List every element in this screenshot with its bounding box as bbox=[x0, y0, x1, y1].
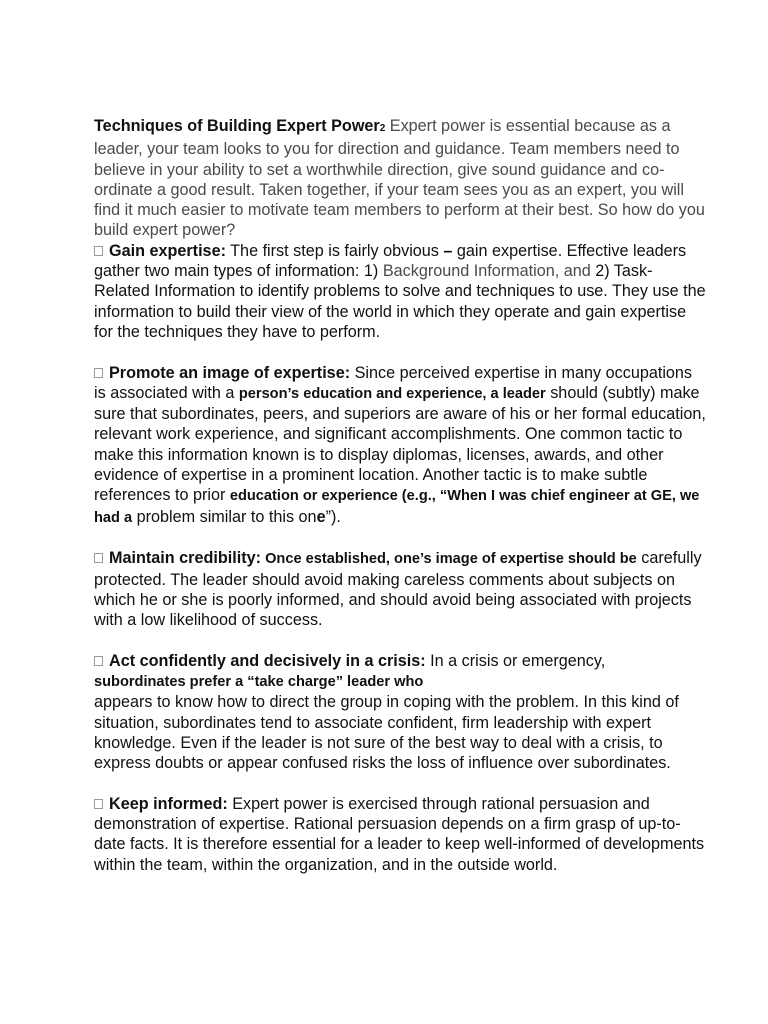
bullet-box-icon bbox=[94, 799, 103, 809]
gain-text-4: 2) Task-Related Information to identify problems to solve and techniques to use. They use the information to build their view of the world in which they operate and gain expertise for the techniques they have to perform. bbox=[94, 262, 706, 341]
maintain-credibility-heading: Maintain credibility: bbox=[109, 549, 262, 568]
keep-text-1: Expert power is exercised through rational persuasion and demonstration of expertise. Rational persuasion depends on a firm grasp of up-to-date facts. It is therefore essential for a leader to keep well-informed of developments within the team, within the organization, and in the outside world. bbox=[94, 794, 705, 874]
promote-image-paragraph bbox=[94, 363, 706, 528]
promote-text-1: Since perceived expertise in many occupations is associated with a bbox=[94, 363, 693, 402]
act-confidently-heading: Act confidently and decisively in a crisis: bbox=[109, 651, 426, 670]
act-confidently-paragraph bbox=[94, 651, 706, 774]
act-text-3: appears to know how to direct the group in coping with the problem. In this kind of situation, subordinates tend to associate confident, firm leadership with expert knowledge. Even if the leader is not sure of the best way to deal with a crisis, to express doubts or appear confused risks the loss of influence over subordinates. bbox=[94, 693, 679, 773]
document-body bbox=[94, 116, 706, 895]
bullet-box-icon bbox=[94, 246, 103, 256]
promote-text-4: education or experience (e.g., “When I was chief engineer at GE, we had a bbox=[94, 488, 700, 526]
gain-text-3: Background Information, and bbox=[382, 262, 591, 281]
promote-image-heading: Promote an image of expertise: bbox=[109, 363, 351, 382]
gain-text-2: gain expertise. Effective leaders gather two main types of information: 1) bbox=[94, 241, 687, 281]
promote-text-3: should (subtly) make sure that subordinates, peers, and superiors are aware of his or her formal education, relevant work experience, and significant accomplishments. One common tactic to make this information known is to display diplomas, licenses, awards, and other evidence of expertise in a prominent location. Another tactic is to make subtle references to prior bbox=[94, 383, 706, 505]
footnote-marker: 2 bbox=[379, 123, 386, 134]
promote-text-7: ”). bbox=[325, 507, 341, 526]
keep-informed-paragraph bbox=[94, 794, 706, 875]
bullet-box-icon bbox=[94, 368, 103, 378]
gain-expertise-heading: Gain expertise: bbox=[109, 241, 226, 260]
maintain-credibility-paragraph bbox=[94, 548, 706, 630]
maintain-text-1: Once established, one’s image of expertise should be bbox=[261, 551, 637, 568]
bullet-box-icon bbox=[94, 656, 103, 666]
document-title: Techniques of Building Expert Power bbox=[94, 117, 380, 135]
promote-text-5: problem similar to this on bbox=[132, 507, 317, 526]
gain-dash: – bbox=[443, 241, 453, 260]
act-text-1: In a crisis or emergency, bbox=[425, 651, 606, 670]
intro-paragraph bbox=[94, 116, 706, 241]
gain-expertise-paragraph bbox=[94, 241, 706, 342]
promote-text-2: person’s education and experience, a leader bbox=[238, 385, 546, 402]
promote-text-6: e bbox=[316, 507, 326, 526]
intro-text: Expert power is essential because as a leader, your team looks to you for direction and guidance. Team members need to believe in your ability to set a worthwhile direction, give sound guidance and co-ordinate a good result. Taken together, if your team sees you as an expert, you will find it much easier to motivate team members to perform at their best. So how do you build expert power? bbox=[94, 117, 705, 240]
keep-informed-heading: Keep informed: bbox=[109, 794, 228, 813]
maintain-text-2: carefully protected. The leader should avoid making careless comments about subjects on which he or she is poorly informed, and should avoid being associated with projects with a low likelihood of success. bbox=[94, 549, 702, 630]
act-text-2: subordinates prefer a “take charge” leader who bbox=[94, 674, 424, 691]
gain-text-1: The first step is fairly obvious bbox=[225, 241, 444, 260]
bullet-box-icon bbox=[94, 553, 103, 563]
